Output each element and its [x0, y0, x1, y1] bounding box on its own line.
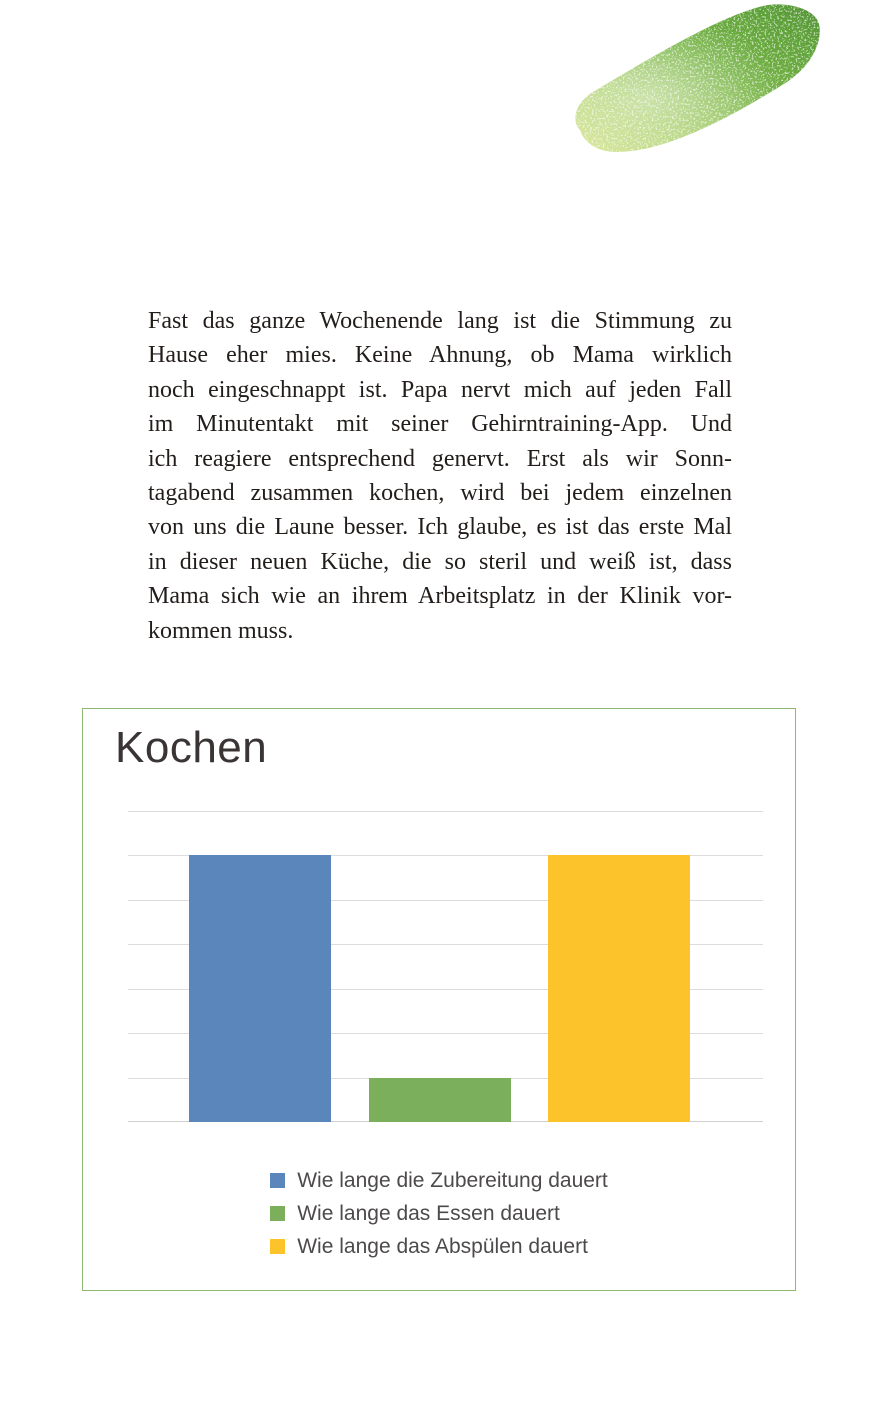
gridline — [128, 811, 763, 812]
chart-legend — [83, 1170, 795, 1269]
chart-title: Kochen — [115, 723, 268, 772]
chart-legend-items — [270, 1170, 608, 1269]
story-paragraph — [148, 304, 732, 648]
paragraph-line: kommen muss. — [148, 617, 294, 644]
bar-series-3 — [548, 855, 690, 1122]
legend-swatch — [270, 1239, 285, 1254]
legend-swatch — [270, 1206, 285, 1221]
paragraph-line: noch eingeschnappt ist. Papa nervt mich auf jeden Fall — [148, 376, 732, 403]
paragraph-line: Hause eher mies. Keine Ahnung, ob Mama wirklich — [148, 342, 732, 369]
legend-item — [270, 1236, 608, 1257]
legend-label: Wie lange das Abspülen dauert — [297, 1235, 588, 1258]
paragraph-line: ich reagiere entsprechend genervt. Erst als wir Sonn- — [148, 445, 732, 472]
legend-label: Wie lange das Essen dauert — [297, 1202, 560, 1225]
legend-item — [270, 1170, 608, 1191]
legend-label: Wie lange die Zubereitung dauert — [297, 1169, 608, 1192]
legend-swatch — [270, 1173, 285, 1188]
bar-chart-plot-area — [128, 811, 763, 1122]
chart-panel — [82, 708, 796, 1291]
bar-series-1 — [189, 855, 331, 1122]
gummy-sugar-texture — [575, 4, 819, 152]
legend-item — [270, 1203, 608, 1224]
gummy-candy-image — [565, 0, 837, 164]
paragraph-line: in dieser neuen Küche, die so steril und weiß ist, dass — [148, 548, 732, 575]
paragraph-line: von uns die Laune besser. Ich glaube, es ist das erste Mal — [148, 514, 732, 541]
paragraph-line: Fast das ganze Wochenende lang ist die Stimmung zu — [148, 308, 732, 334]
paragraph-line: tagabend zusammen kochen, wird bei jedem einzelnen — [148, 480, 732, 507]
paragraph-line: Mama sich wie an ihrem Arbeitsplatz in der Klinik vor- — [148, 583, 732, 610]
paragraph-line: im Minutentakt mit seiner Gehirntraining-App. Und — [148, 411, 732, 438]
bar-series-2 — [369, 1078, 511, 1122]
